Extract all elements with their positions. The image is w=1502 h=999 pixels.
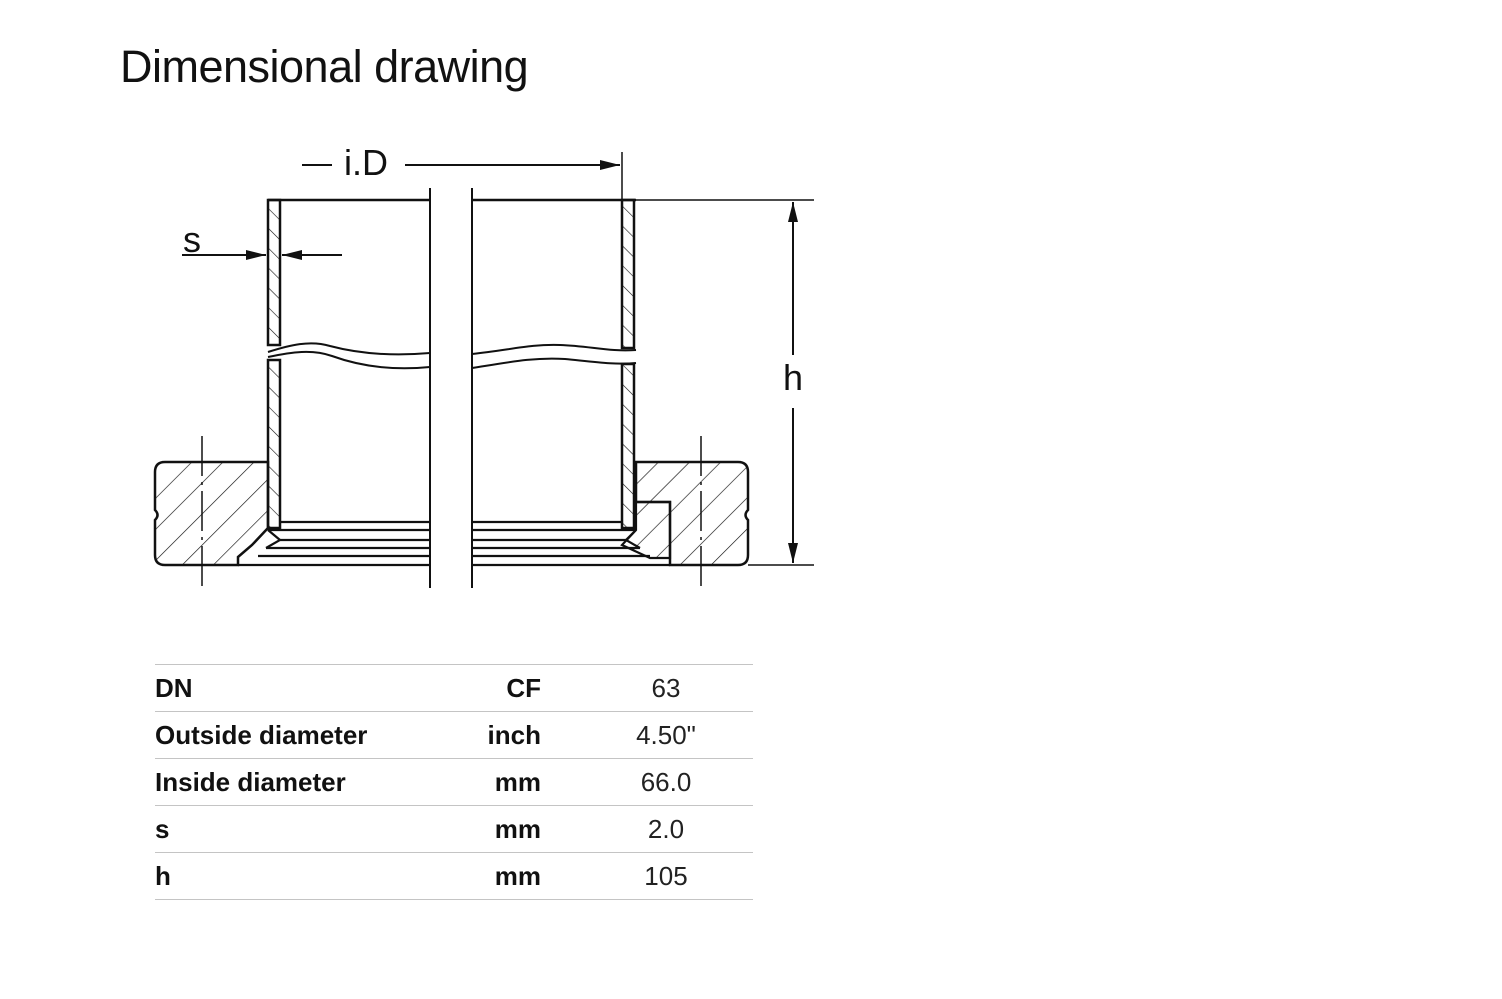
row-unit: inch xyxy=(487,719,541,750)
row-unit: CF xyxy=(506,672,541,703)
row-value: 105 xyxy=(644,860,688,891)
wall-thickness-label: s xyxy=(183,219,201,260)
page-title: Dimensional drawing xyxy=(120,41,529,92)
row-label: h xyxy=(155,860,171,891)
table-row xyxy=(155,853,753,900)
table-row xyxy=(155,806,753,853)
center-gap-lines xyxy=(430,188,472,588)
row-value: 66.0 xyxy=(640,766,692,797)
row-value: 2.0 xyxy=(647,813,685,844)
row-unit: mm xyxy=(494,766,541,797)
table-row xyxy=(155,759,753,806)
break-lines xyxy=(268,343,636,368)
left-flange xyxy=(155,462,268,565)
row-label: Outside diameter xyxy=(155,719,368,750)
tube-left-wall xyxy=(268,200,280,528)
height-label: h xyxy=(783,357,804,398)
right-flange xyxy=(622,462,748,565)
row-value: 4.50" xyxy=(636,719,696,750)
inner-diameter-dimension xyxy=(302,142,622,200)
row-label: s xyxy=(155,813,170,844)
table-row xyxy=(155,665,753,712)
wall-thickness-dimension xyxy=(182,219,342,260)
inner-diameter-label: i.D xyxy=(344,142,388,183)
specification-table xyxy=(155,664,753,900)
row-label: DN xyxy=(155,672,193,703)
row-unit: mm xyxy=(494,813,541,844)
tube-bottom-detail xyxy=(238,522,670,565)
row-label: Inside diameter xyxy=(155,766,346,797)
row-value: 63 xyxy=(651,672,681,703)
row-unit: mm xyxy=(494,860,541,891)
table-row xyxy=(155,712,753,759)
